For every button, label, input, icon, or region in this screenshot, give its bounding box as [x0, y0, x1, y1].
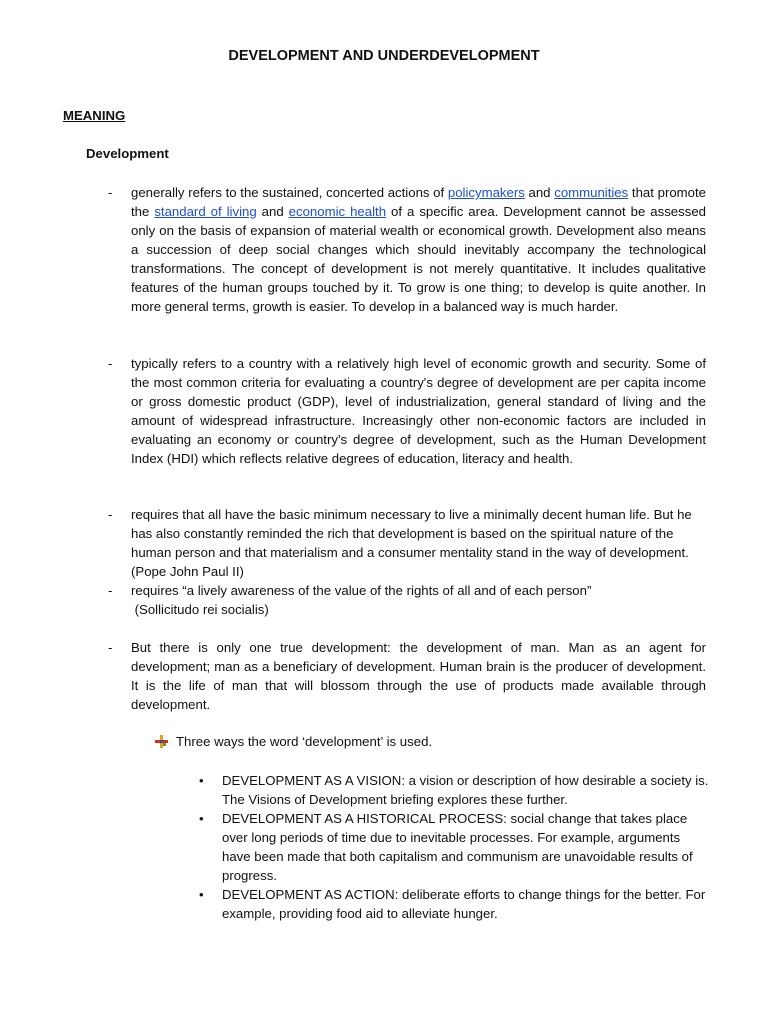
ways-bullet-list — [199, 771, 709, 923]
definition-text-4-line-1: requires “a lively awareness of the value of the rights of all and of each person” — [131, 583, 592, 598]
communities-link[interactable]: communities — [554, 185, 629, 200]
bullet-dot: • — [199, 887, 204, 902]
bullet-action-text: DEVELOPMENT AS ACTION: deliberate efforts to change things for the better. For example, providing food aid to alleviate hunger. — [222, 887, 706, 921]
three-ways-text: Three ways the word ‘development’ is used. — [176, 734, 433, 749]
definition-text-1: generally refers to the sustained, concerted actions of policymakers and communities that promote the standard of living and economic health of a specific area. Development cannot be assessed only on the basis of expansion of material wealth or economical growth. Development also means a succession of deep social changes which should inevitably accompany the technological transformations. The concept of development is not merely quantitative. It includes qualitative features of the human groups touched by it. To grow is one thing; to develop is quite another. In more general terms, growth is easier. To develop in a balanced way is much harder. — [131, 185, 706, 314]
definition-text-4 — [131, 581, 706, 619]
development-subheading: Development — [86, 146, 169, 161]
bullet-action — [199, 885, 709, 923]
definition-text-5: But there is only one true development: the development of man. Man as an agent for development; man as a beneficiary of development. Human brain is the producer of development. It is the life of man that will blossom through the use of products made available through development. — [131, 640, 706, 712]
colored-bullet-icon — [155, 735, 168, 748]
definition-item-4 — [108, 581, 706, 619]
dash-marker: - — [108, 583, 113, 598]
definition-item-5 — [108, 638, 706, 714]
definition-item-3 — [108, 505, 706, 581]
definition-text-2: typically refers to a country with a relatively high level of economic growth and security. Some of the most common criteria for evaluating a country's degree of development are per capita income or gross domestic product (GDP), level of industrialization, general standard of living and the amount of widespread infrastructure. Increasingly other non-economic factors are included in evaluating an economy or country's degree of development, such as the Human Development Index (HDI) which reflects relative degrees of education, literacy and health. — [131, 356, 706, 466]
definition-item-1 — [108, 183, 706, 316]
dash-marker: - — [108, 185, 113, 200]
dash-marker: - — [108, 356, 113, 371]
bullet-dot: • — [199, 811, 204, 826]
economic-health-link[interactable]: economic health — [288, 204, 387, 219]
definition-text-3: requires that all have the basic minimum necessary to live a minimally decent human life. But he has also constantly reminded the rich that development is based on the spiritual nature of the human person and that materialism and a consumer mentality stand in the way of development. (Pope John Paul II) — [131, 507, 692, 579]
three-ways-line — [155, 732, 432, 751]
dash-marker: - — [108, 507, 113, 522]
standard-of-living-link[interactable]: standard of living — [154, 204, 257, 219]
policymakers-link[interactable]: policymakers — [447, 185, 525, 200]
definition-text-4-line-2: (Sollicitudo rei socialis) — [131, 602, 269, 617]
bullet-vision-text: DEVELOPMENT AS A VISION: a vision or description of how desirable a society is. The Visions of Development briefing explores these further. — [222, 773, 709, 807]
bullet-historical-process — [199, 809, 709, 885]
bullet-vision — [199, 771, 709, 809]
meaning-heading: MEANING — [63, 108, 126, 123]
bullet-historical-process-text: DEVELOPMENT AS A HISTORICAL PROCESS: social change that takes place over long periods of time due to inevitable processes. For example, arguments have been made that both capitalism and communism are unavoidable results of progress. — [222, 811, 693, 883]
definition-item-2 — [108, 354, 706, 468]
dash-marker: - — [108, 640, 113, 655]
document-title: DEVELOPMENT AND UNDERDEVELOPMENT — [228, 48, 540, 64]
bullet-dot: • — [199, 773, 204, 788]
